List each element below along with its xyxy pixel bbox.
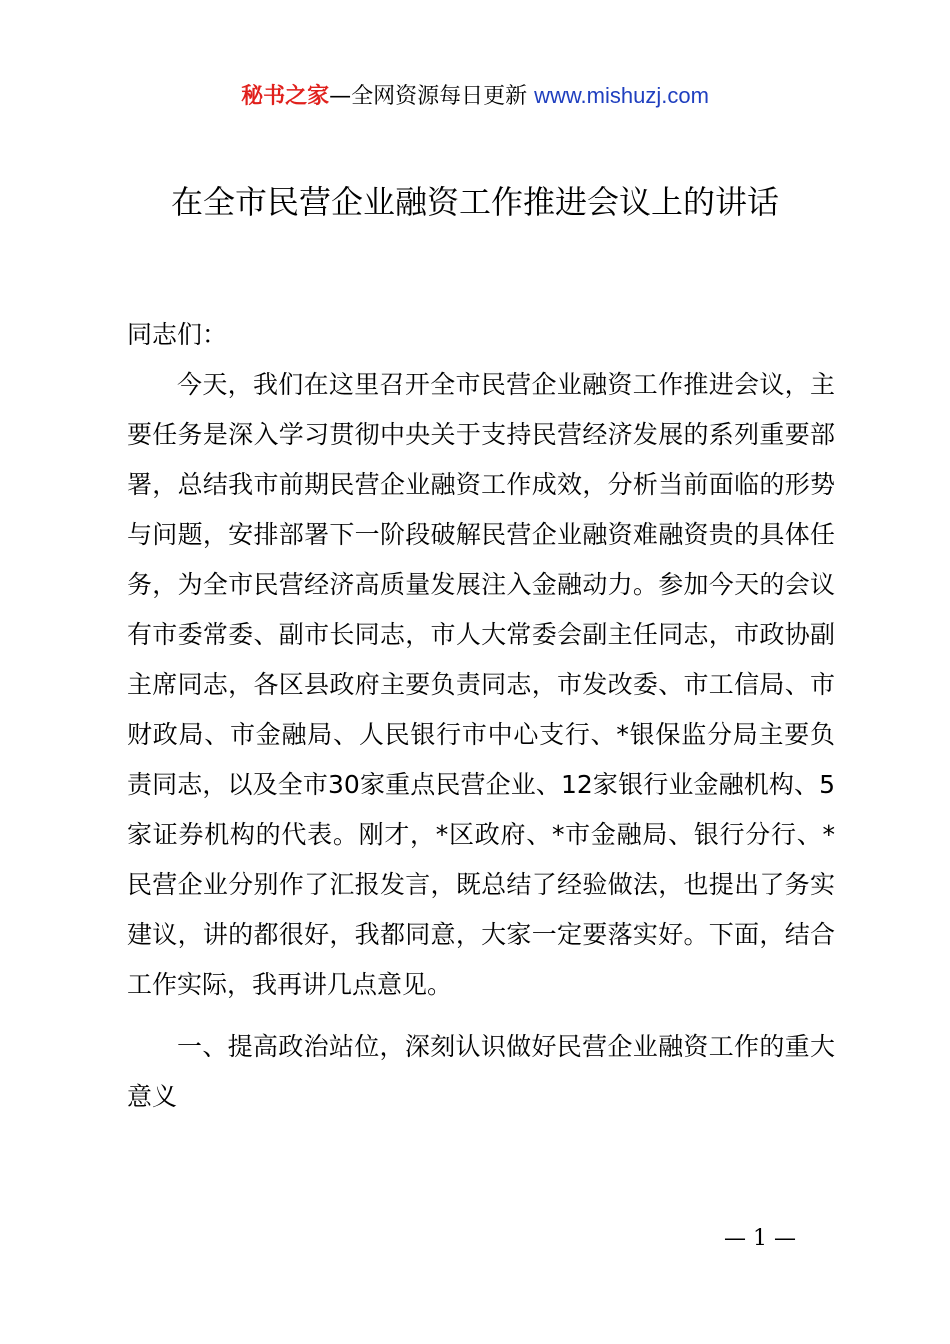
salutation: 同志们： <box>127 320 228 349</box>
site-brand: 秘书之家 <box>241 84 330 109</box>
page-number: — 1 — <box>724 1226 796 1251</box>
document-body <box>127 310 835 1122</box>
body-paragraph: 今天，我们在这里召开全市民营企业融资工作推进会议，主要任务是深入学习贯彻中央关于支持民营经济发展的系列重要部署，总结我市前期民营企业融资工作成效，分析当前面临的形势与问题，安排部署下一阶段破解民营企业融资难融资贵的具体任务，为全市民营经济高质量发展注入金融动力。参加今天的会议有市委常委、副市长同志，市人大常委会副主任同志，市政协副主席同志，各区县政府主要负责同志，市发改委、市工信局、市财政局、市金融局、人民银行市中心支行、*银保监分局主要负责同志，以及全市30家重点民营企业、12家银行业金融机构、5家证券机构的代表。刚才，*区政府、*市金融局、银行分行、*民营企业分别作了汇报发言，既总结了经验做法，也提出了务实建议，讲的都很好，我都同意，大家一定要落实好。下面，结合工作实际，我再讲几点意见。 <box>127 370 835 999</box>
site-header <box>0 80 950 113</box>
document-title: 在全市民营企业融资工作推进会议上的讲话 <box>170 183 779 221</box>
site-url-link[interactable]: www.mishuzj.com <box>534 83 709 108</box>
section-heading: 一、提高政治站位，深刻认识做好民营企业融资工作的重大意义 <box>127 1032 835 1111</box>
site-tagline: —全网资源每日更新 <box>329 84 528 109</box>
